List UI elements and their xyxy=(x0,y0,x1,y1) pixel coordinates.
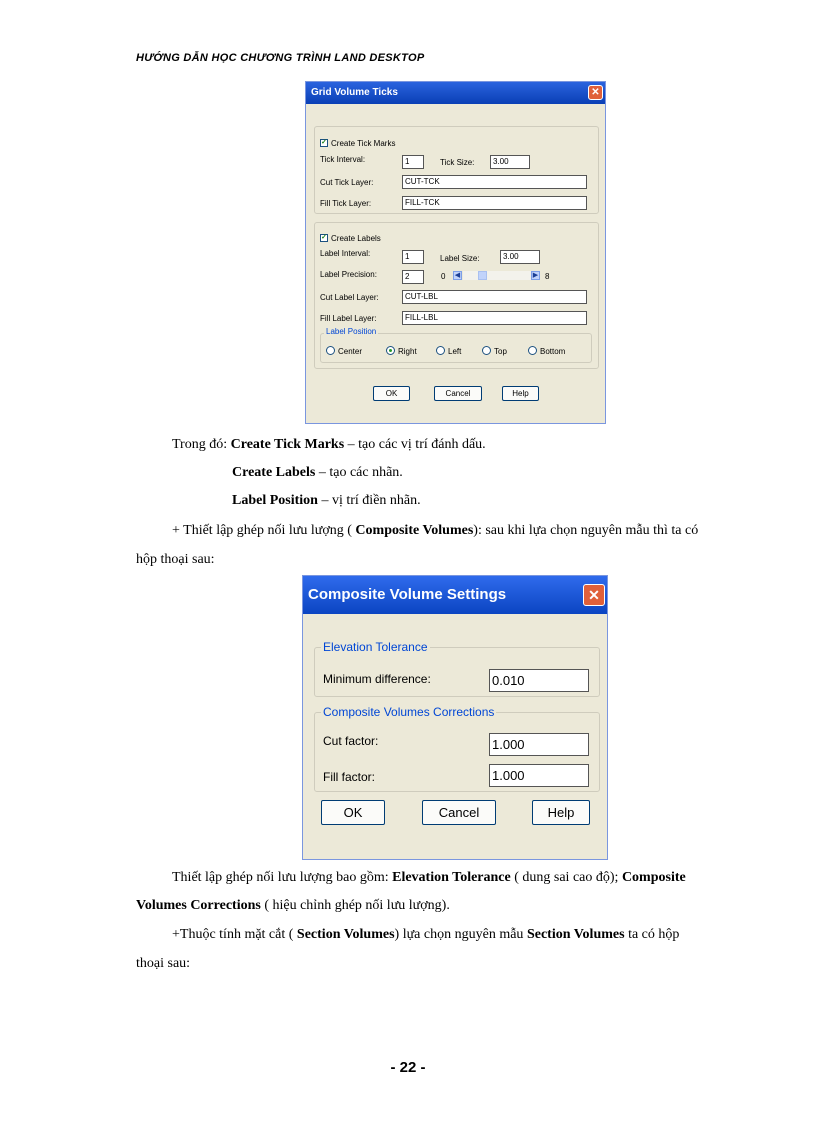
label-size-input[interactable]: 3.00 xyxy=(500,250,540,264)
fill-label-layer-input[interactable]: FILL-LBL xyxy=(402,311,587,325)
tick-interval-input[interactable]: 1 xyxy=(402,155,424,169)
close-icon[interactable]: ✕ xyxy=(583,584,605,606)
elevation-tolerance-title: Elevation Tolerance xyxy=(323,640,428,654)
precision-slider-track[interactable] xyxy=(463,271,531,280)
cut-tick-layer-input[interactable]: CUT-TCK xyxy=(402,175,587,189)
cut-factor-input[interactable]: 1.000 xyxy=(489,733,589,756)
fill-tick-layer-input[interactable]: FILL-TCK xyxy=(402,196,587,210)
create-labels-checkbox[interactable]: ✓ xyxy=(321,234,327,241)
position-center-radio[interactable] xyxy=(326,346,335,355)
composite-corrections-title: Composite Volumes Corrections xyxy=(323,705,495,719)
cancel-button[interactable]: Cancel xyxy=(434,386,482,401)
position-right-label: Right xyxy=(398,347,417,356)
paragraph-section-line2: thoại sau: xyxy=(136,956,191,971)
tick-interval-label: Tick Interval: xyxy=(320,155,366,164)
precision-slider-thumb[interactable] xyxy=(478,271,487,280)
cancel-button[interactable]: Cancel xyxy=(422,800,496,825)
cut-tick-layer-label: Cut Tick Layer: xyxy=(320,178,374,187)
position-left-label: Left xyxy=(448,347,462,356)
cut-label-layer-label: Cut Label Layer: xyxy=(320,293,379,302)
ok-button[interactable]: OK xyxy=(373,386,410,401)
paragraph-composite-line1: + Thiết lập ghép nối lưu lượng ( Composite Volumes): sau khi lựa chọn nguyên mẫu thì ta có xyxy=(172,523,699,538)
paragraph-section-line1: +Thuộc tính mặt cắt ( Section Volumes) lựa chọn nguyên mẫu Section Volumes ta có hộp xyxy=(172,927,680,942)
precision-max-label: 8 xyxy=(545,272,550,281)
create-labels-label: Create Labels xyxy=(331,234,381,243)
page-number: - 22 - xyxy=(390,1059,426,1076)
close-icon[interactable]: ✕ xyxy=(588,85,603,100)
fill-factor-input[interactable]: 1.000 xyxy=(489,764,589,787)
position-bottom-radio[interactable] xyxy=(528,346,537,355)
position-right-radio[interactable] xyxy=(386,346,395,355)
paragraph-settings-line1: Thiết lập ghép nối lưu lượng bao gồm: Elevation Tolerance ( dung sai cao độ); Composite xyxy=(172,870,686,885)
label-precision-label: Label Precision: xyxy=(320,270,377,279)
label-position-title: Label Position xyxy=(326,327,377,336)
grid-volume-ticks-dialog xyxy=(305,81,606,424)
help-button[interactable]: Help xyxy=(502,386,539,401)
create-tick-marks-checkbox[interactable]: ✓ xyxy=(321,139,327,146)
label-interval-input[interactable]: 1 xyxy=(402,250,424,264)
slider-right-arrow-icon[interactable]: ▶ xyxy=(532,272,539,279)
paragraph-composite-line2: hộp thoại sau: xyxy=(136,552,215,567)
cut-factor-label: Cut factor: xyxy=(323,734,379,748)
ok-button[interactable]: OK xyxy=(321,800,385,825)
dialog-title: Composite Volume Settings xyxy=(303,576,607,614)
position-top-label: Top xyxy=(494,347,507,356)
tick-size-label: Tick Size: xyxy=(440,158,475,167)
paragraph-definitions-line3: Label Position – vị trí điền nhãn. xyxy=(232,493,421,508)
page-header: HƯỚNG DẪN HỌC CHƯƠNG TRÌNH LAND DESKTOP xyxy=(136,52,425,64)
minimum-difference-input[interactable]: 0.010 xyxy=(489,669,589,692)
position-bottom-label: Bottom xyxy=(540,347,566,356)
cut-label-layer-input[interactable]: CUT-LBL xyxy=(402,290,587,304)
slider-left-arrow-icon[interactable]: ◀ xyxy=(454,272,461,279)
tick-size-input[interactable]: 3.00 xyxy=(490,155,530,169)
dialog-title: Grid Volume Ticks xyxy=(306,82,605,104)
fill-label-layer-label: Fill Label Layer: xyxy=(320,314,377,323)
paragraph-definitions-line2: Create Labels – tạo các nhãn. xyxy=(232,465,403,480)
paragraph-definitions-line1: Trong đó: Create Tick Marks – tạo các vị trí đánh dấu. xyxy=(172,437,486,452)
fill-factor-label: Fill factor: xyxy=(323,770,376,784)
help-button[interactable]: Help xyxy=(532,800,590,825)
label-interval-label: Label Interval: xyxy=(320,249,371,258)
position-center-label: Center xyxy=(338,347,363,356)
precision-min-label: 0 xyxy=(441,272,446,281)
label-size-label: Label Size: xyxy=(440,254,480,263)
position-left-radio[interactable] xyxy=(436,346,445,355)
paragraph-settings-line2: Volumes Corrections ( hiệu chỉnh ghép nối lưu lượng). xyxy=(136,898,450,913)
position-top-radio[interactable] xyxy=(482,346,491,355)
fill-tick-layer-label: Fill Tick Layer: xyxy=(320,199,372,208)
composite-volume-settings-dialog xyxy=(302,575,608,860)
minimum-difference-label: Minimum difference: xyxy=(323,672,431,686)
create-tick-marks-label: Create Tick Marks xyxy=(331,139,396,148)
label-precision-input[interactable]: 2 xyxy=(402,270,424,284)
